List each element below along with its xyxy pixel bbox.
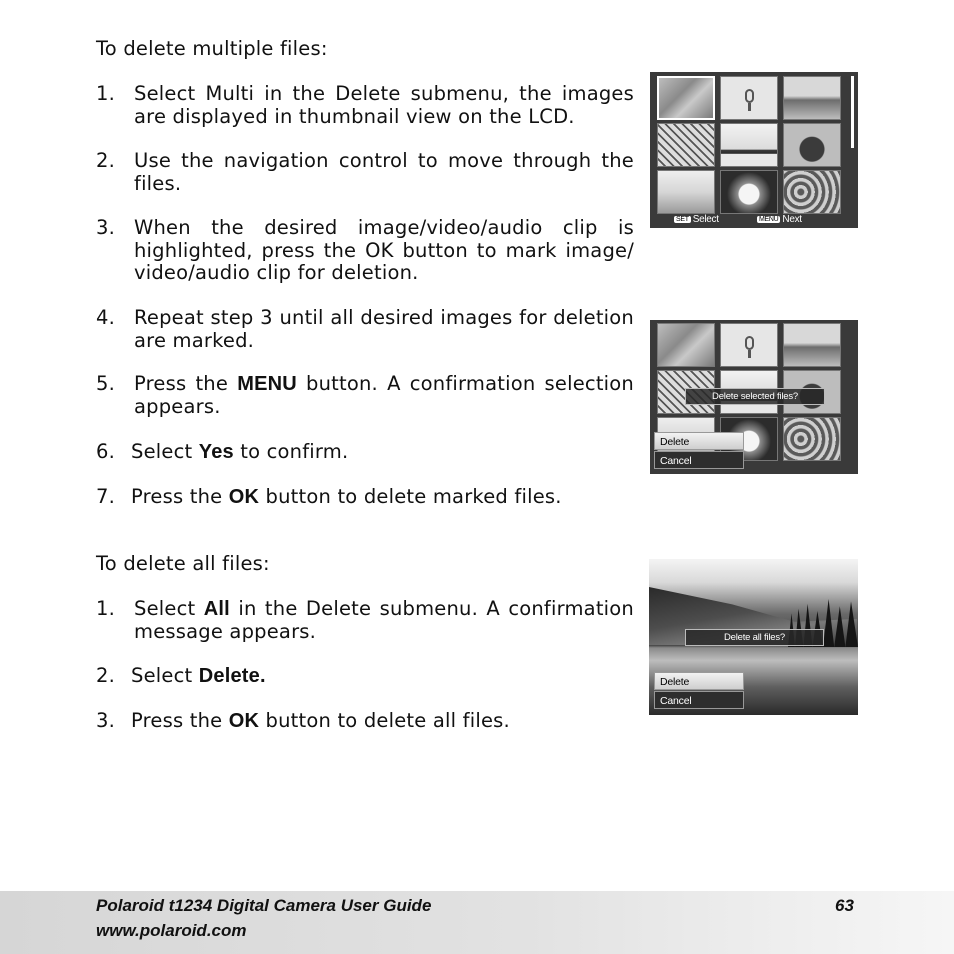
step-multiple-2 [96,150,634,195]
ok-button-name: OK [228,486,260,508]
step-text: Select Delete. [131,664,266,687]
step-number: 5. [96,372,116,395]
step-text: Select All in the Delete submenu. A confirmation message appears. [134,597,634,643]
yes-option-name: Yes [198,441,234,463]
thumbnail-crossword [657,123,715,167]
thumbnail-duck [783,123,841,167]
step-number: 1. [96,82,116,105]
step-text: Press the OK button to delete all files. [131,709,510,732]
select-hint: SET Select [676,214,719,225]
step-multiple-7 [96,486,634,509]
step-text: When the desired image/video/audio clip is highlighted, press the OK button to mark image/ video/audio clip for deletion. [134,216,634,284]
option-cancel[interactable]: Cancel [654,691,744,709]
step-text: Press the OK button to delete marked files. [131,485,562,508]
thumbnail-dog [720,170,778,214]
step-number: 4. [96,306,116,329]
all-option-name: All [203,598,230,620]
heading-delete-multiple: To delete multiple files: [96,37,328,60]
dialog-title: Delete selected files? [685,388,825,405]
delete-option-name: Delete. [198,665,266,687]
step-multiple-4 [96,307,634,352]
step-number: 7. [96,485,116,508]
step-number: 3. [96,216,116,239]
set-key-icon: SET [676,216,689,223]
step-text: Press the MENU button. A confirmation selection appears. [134,372,634,418]
lcd-thumbnail-screen [650,72,858,228]
page-number: 63 [835,896,854,915]
step-text: Use the navigation control to move through the files. [134,149,634,195]
step-number: 6. [96,440,116,463]
thumbnail-audio [720,323,778,367]
option-cancel[interactable]: Cancel [654,451,744,469]
menu-button-name: MENU [237,373,297,395]
thumbnail-lake [783,76,841,120]
step-number: 2. [96,664,116,687]
thumbnail-lake [783,323,841,367]
footer-url: www.polaroid.com [96,921,247,940]
step-all-3 [96,710,634,733]
microphone-icon [745,89,754,103]
thumbnail-beach [657,170,715,214]
step-multiple-3 [96,217,634,285]
step-text: Select Multi in the Delete submenu, the images are displayed in thumbnail view on the LCD. [134,82,634,128]
step-multiple-1 [96,83,634,128]
ok-button-name: OK [228,710,260,732]
next-hint: MENU Next [759,214,802,225]
thumbnail-sketch [657,323,715,367]
thumbnail-audio [720,76,778,120]
step-text: Select Yes to confirm. [131,440,349,463]
thumbnail-sheep [783,170,841,214]
option-delete[interactable]: Delete [654,432,744,450]
step-all-1 [96,598,634,643]
footer-title: Polaroid t1234 Digital Camera User Guide [96,896,432,915]
menu-key-icon: MENU [759,216,779,223]
step-text: Repeat step 3 until all desired images for deletion are marked. [134,306,634,352]
heading-delete-all: To delete all files: [96,552,270,575]
step-number: 3. [96,709,116,732]
microphone-icon [745,336,754,350]
lcd-delete-all-screen [649,559,858,715]
thumbnail-sketch [657,76,715,120]
dialog-title: Delete all files? [685,629,824,646]
step-multiple-5 [96,373,634,418]
scrollbar [851,76,854,148]
thumbnail-sheep [783,417,841,461]
lcd-delete-selected-screen [650,320,858,474]
step-number: 1. [96,597,116,620]
option-delete[interactable]: Delete [654,672,744,690]
thumbnail-bird [720,123,778,167]
step-all-2 [96,665,634,688]
step-multiple-6 [96,441,634,464]
step-number: 2. [96,149,116,172]
